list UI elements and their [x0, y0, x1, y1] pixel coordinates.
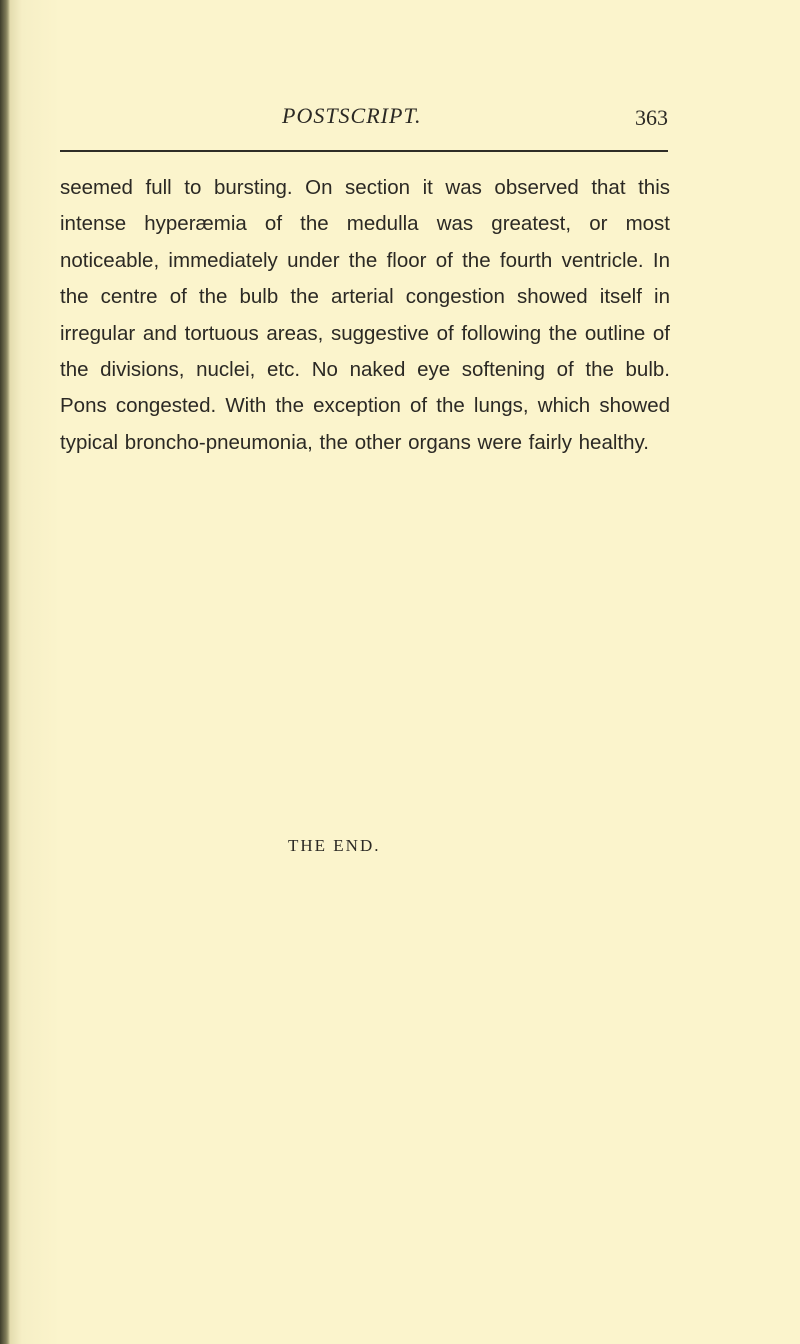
header-rule	[60, 150, 668, 152]
running-head	[60, 103, 668, 135]
running-title: POSTSCRIPT.	[282, 103, 422, 128]
end-marker: THE END.	[288, 836, 381, 855]
page-number: 363	[635, 105, 668, 130]
spine-shadow	[0, 0, 10, 1344]
body-paragraph: seemed full to bursting. On section it was observed that this intense hyperæmia of the medulla was greatest, or most noticeable, immediately under the floor of the fourth ventricle. In the centre of the bulb the arterial congestion showed itself in irregular and tortuous areas, suggestive of following the outline of the divisions, nuclei, etc. No naked eye softening of the bulb. Pons congested. With the exception of the lungs, which showed typical broncho-pneumonia, the other organs were fairly healthy.	[60, 176, 670, 454]
